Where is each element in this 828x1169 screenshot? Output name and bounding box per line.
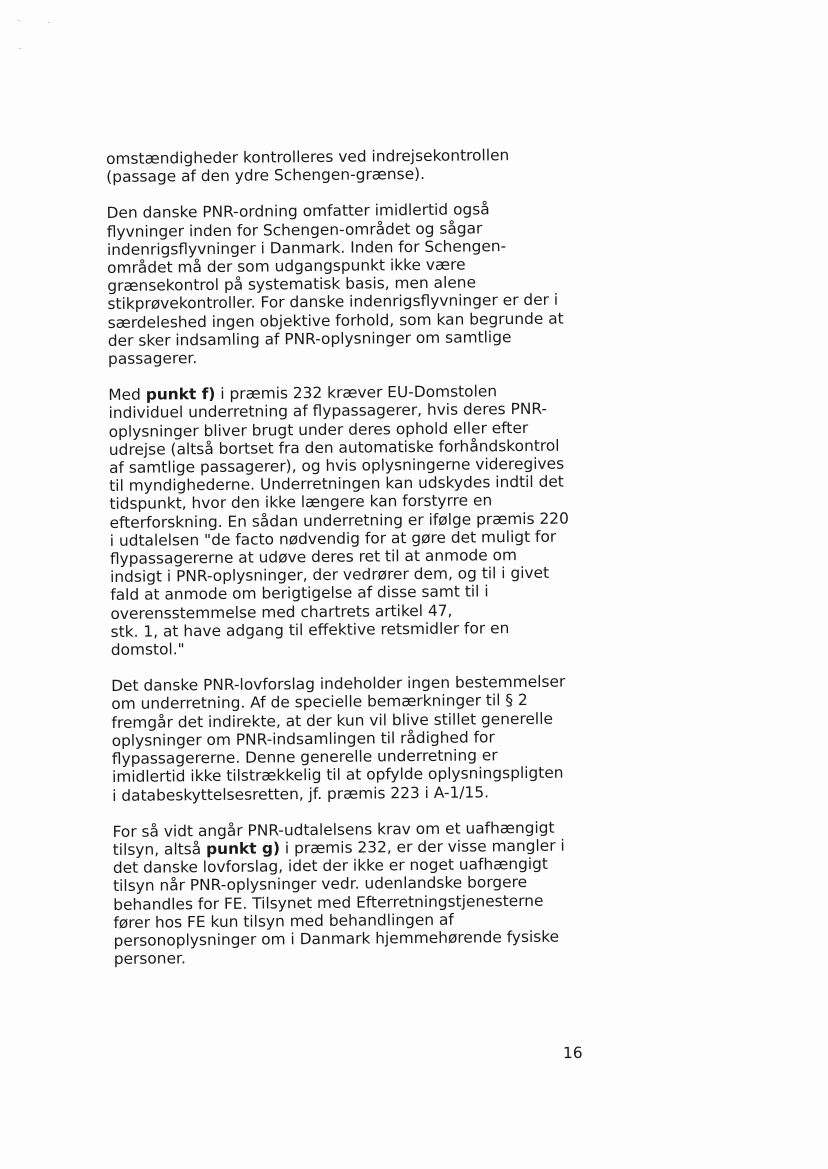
scan-artifact — [48, 22, 50, 23]
text-line: i udtalelsen "de facto nødvendig for at gøre det muligt for — [109, 527, 557, 550]
text-line: efterforskning. En sådan underretning er ifølge præmis 220 — [109, 509, 569, 532]
text-line: særdeleshed ingen objektive forhold, som kan begrunde at — [107, 309, 564, 332]
paragraph — [112, 818, 613, 968]
text-line: personer. — [113, 949, 186, 969]
text-line: For så vidt angår PNR-udtalelsens krav om et uafhængigt — [112, 818, 555, 841]
text-line: der sker indsamling af PNR-oplysninger om samtlige — [107, 327, 512, 350]
text-line: området må der som udgangspunkt ikke være — [107, 255, 466, 278]
line-text: tilsyn, altså — [112, 839, 207, 859]
text-line: fald at anmode om berigtigelse af disse samt til i — [110, 582, 489, 605]
text-line: fører hos FE kun tilsyn med behandlingen af — [113, 910, 454, 932]
text-line: imidlertid ikke tilstrækkelig til at opfylde oplysningspligten — [111, 763, 564, 787]
text-line: grænsekontrol på systematisk basis, men alene — [107, 273, 477, 296]
text-line: i databeskyttelsesretten, jf. præmis 223 i A-1/15. — [112, 782, 490, 805]
paragraph — [108, 381, 611, 659]
text-line: tilsyn når PNR-oplysninger vedr. udenlandske borgere — [112, 873, 528, 896]
paragraph — [106, 145, 606, 186]
text-line: oplysninger bliver brugt under deres ophold eller efter — [108, 418, 529, 441]
text-line: Den danske PNR-ordning omfatter imidlertid også — [106, 200, 490, 223]
page-number: 16 — [562, 1043, 583, 1063]
text-line: (passage af den ydre Schengen-grænse). — [106, 165, 426, 187]
text-line: det danske lovforslag, idet der ikke er noget uafhængigt — [112, 854, 548, 878]
text-line: af samtlige passagerer), og hvis oplysningerne videregives — [108, 454, 565, 478]
paragraph — [111, 672, 612, 804]
text-line: individuel underretning af flypassagerer, hvis deres PNR- — [108, 400, 548, 423]
text-line: overensstemmelse med chartrets artikel 47, — [110, 601, 453, 623]
text-line: om underretning. Af de specielle bemærkninger til § 2 — [111, 691, 528, 714]
text-line: flypassagererne. Denne generelle underretning er — [111, 746, 498, 769]
line-text: i præmis 232, er der visse mangler i — [279, 836, 565, 858]
text-line: fremgår det indirekte, at der kun vil blive stillet generelle — [111, 709, 553, 732]
bold-reference: punkt f) — [145, 385, 216, 404]
text-line: stikprøvekontroller. For danske indenrigsflyvninger er der i — [107, 291, 559, 314]
scan-artifact — [19, 48, 21, 49]
text-line: indenrigsflyvninger i Danmark. Inden for Schengen- — [106, 236, 507, 259]
text-line: udrejse (altså bortset fra den automatiske forhåndskontrol — [108, 436, 560, 459]
paragraph — [107, 200, 609, 369]
text-line: personoplysninger om i Danmark hjemmehørende fysiske — [113, 927, 560, 950]
text-line: tidspunkt, hvor den ikke længere kan forstyrre en — [109, 491, 493, 514]
bold-reference: punkt g) — [205, 839, 281, 858]
line-text: i præmis 232 kræver EU-Domstolen — [215, 382, 498, 404]
text-line: flypassagererne at udøve deres ret til at anmode om — [109, 546, 518, 569]
text-line: oplysninger om PNR-indsamlingen til rådighed for — [111, 728, 495, 750]
text-line: passagerer. — [107, 349, 198, 369]
text-line: Det danske PNR-lovforslag indeholder ingen bestemmelser — [111, 672, 566, 696]
text-line: stk. 1, at have adgang til effektive retsmidler for en — [110, 619, 510, 641]
text-line: behandles for FE. Tilsynet med Efterretningstjenesterne — [113, 891, 544, 914]
text-line: indsigt i PNR-oplysninger, der vedrører dem, og til i givet — [110, 564, 550, 587]
text-line: domstol." — [110, 640, 185, 660]
text-line: flyvninger inden for Schengen-området og sågar — [106, 219, 483, 241]
line-text: Med — [108, 385, 146, 405]
text-line: omstændigheder kontrolleres ved indrejsekontrollen — [106, 146, 510, 168]
text-line: til myndighederne. Underretningen kan udskydes indtil det — [109, 472, 564, 496]
scan-artifact — [18, 20, 20, 21]
document-body — [106, 145, 614, 986]
